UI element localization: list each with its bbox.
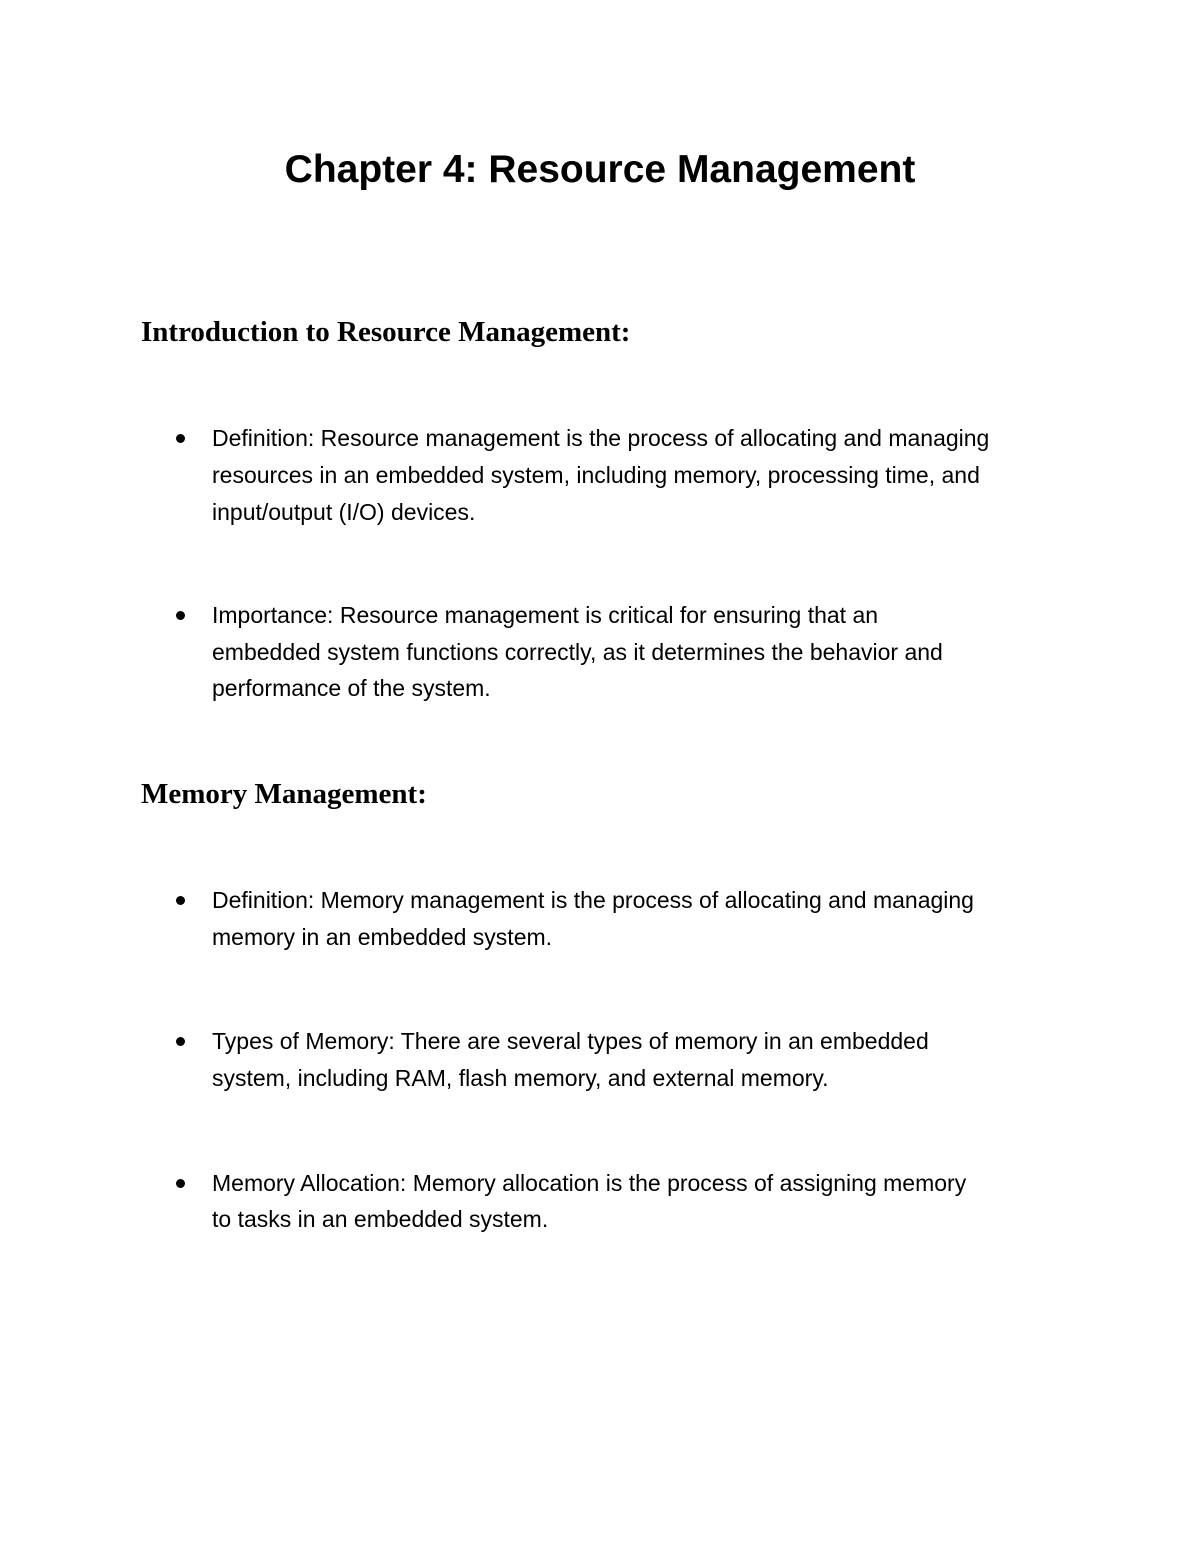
section-heading-introduction: Introduction to Resource Management:: [141, 316, 631, 348]
bullet-icon: [176, 611, 185, 620]
chapter-title: Chapter 4: Resource Management: [284, 148, 916, 191]
bullet-text-line: performance of the system.: [212, 675, 491, 701]
bullet-text-line: to tasks in an embedded system.: [212, 1206, 549, 1232]
bullet-text-line: memory in an embedded system.: [212, 924, 553, 950]
bullet-icon: [176, 1037, 185, 1046]
bullet-text-line: resources in an embedded system, including memory, processing time, and: [212, 462, 980, 488]
bullet-text-line: Importance: Resource management is critical for ensuring that an: [212, 602, 879, 628]
bullet-text-line: Definition: Resource management is the process of allocating and managing: [212, 425, 990, 451]
bullet-icon: [176, 1179, 185, 1188]
bullet-text-line: Definition: Memory management is the process of allocating and managing: [212, 887, 974, 913]
bullet-text-line: system, including RAM, flash memory, and external memory.: [212, 1065, 829, 1091]
section-heading-memory-management: Memory Management:: [141, 778, 427, 810]
bullet-text-line: Memory Allocation: Memory allocation is the process of assigning memory: [212, 1170, 967, 1196]
bullet-text-line: input/output (I/O) devices.: [212, 499, 476, 525]
bullet-icon: [176, 896, 185, 905]
bullet-text-line: embedded system functions correctly, as it determines the behavior and: [212, 639, 943, 665]
bullet-text-line: Types of Memory: There are several types of memory in an embedded: [212, 1028, 929, 1054]
bullet-icon: [176, 434, 185, 443]
